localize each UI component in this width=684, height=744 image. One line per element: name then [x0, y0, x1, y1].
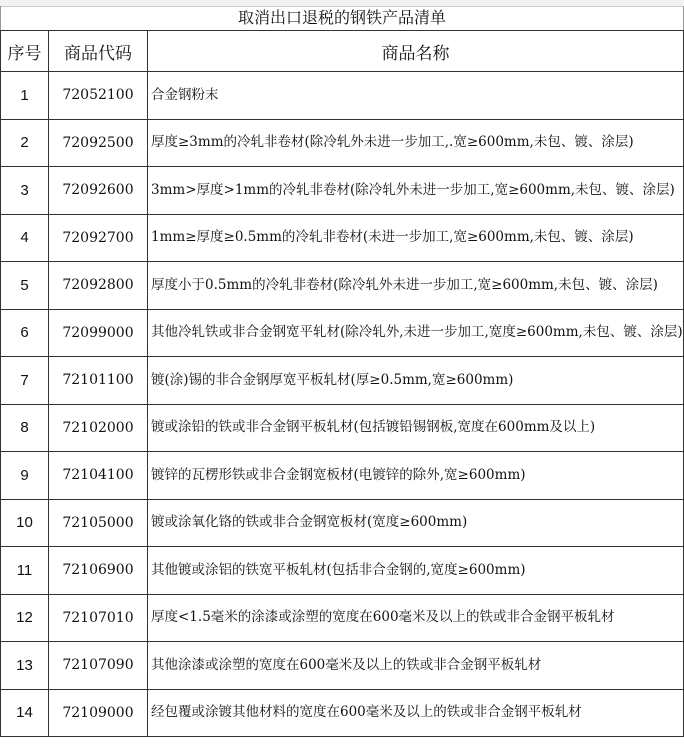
row-number: 13: [1, 642, 49, 690]
table-row: [1, 689, 684, 737]
row-number: 9: [1, 452, 49, 500]
product-name: 厚度<1.5毫米的涂漆或涂塑的宽度在600毫米及以上的铁或非合金钢平板轧材: [148, 594, 684, 642]
row-number: 8: [1, 404, 49, 452]
row-number: 12: [1, 594, 49, 642]
product-name: 3mm>厚度>1mm的冷轧非卷材(除冷轧外未进一步加工,宽≥600mm,未包、镀、涂层): [148, 167, 684, 215]
product-name: 经包覆或涂镀其他材料的宽度在600毫米及以上的铁或非合金钢平板轧材: [148, 689, 684, 737]
product-code: 72101100: [49, 357, 148, 405]
row-number: 3: [1, 167, 49, 215]
row-number: 6: [1, 309, 49, 357]
row-number: 10: [1, 499, 49, 547]
table-row: [1, 167, 684, 215]
row-number: 11: [1, 547, 49, 595]
product-code: 72104100: [49, 452, 148, 500]
header-name: 商品名称: [148, 31, 684, 72]
header-row: [1, 31, 684, 72]
table-row: [1, 214, 684, 262]
product-name: 镀锌的瓦楞形铁或非合金钢宽板材(电镀锌的除外,宽≥600mm): [148, 452, 684, 500]
product-code: 72109000: [49, 689, 148, 737]
table-row: [1, 642, 684, 690]
row-number: 14: [1, 689, 49, 737]
product-name: 镀或涂铅的铁或非合金钢平板轧材(包括镀铅锡钢板,宽度在600mm及以上): [148, 404, 684, 452]
table-row: [1, 72, 684, 120]
row-number: 2: [1, 119, 49, 167]
product-name: 其他涂漆或涂塑的宽度在600毫米及以上的铁或非合金钢平板轧材: [148, 642, 684, 690]
table-row: [1, 499, 684, 547]
row-number: 1: [1, 72, 49, 120]
product-code: 72106900: [49, 547, 148, 595]
header-no: 序号: [1, 31, 49, 72]
table-row: [1, 547, 684, 595]
product-name: 镀(涂)锡的非合金钢厚宽平板轧材(厚≥0.5mm,宽≥600mm): [148, 357, 684, 405]
product-name: 合金钢粉末: [148, 72, 684, 120]
product-name: 镀或涂氧化铬的铁或非合金钢宽板材(宽度≥600mm): [148, 499, 684, 547]
product-code: 72105000: [49, 499, 148, 547]
header-code: 商品代码: [49, 31, 148, 72]
product-code: 72092500: [49, 119, 148, 167]
product-name: 其他冷轧铁或非合金钢宽平轧材(除冷轧外,未进一步加工,宽度≥600mm,未包、镀、涂层): [148, 309, 684, 357]
table-row: [1, 119, 684, 167]
table-row: [1, 262, 684, 310]
product-code: 72102000: [49, 404, 148, 452]
table-row: [1, 452, 684, 500]
product-code: 72107010: [49, 594, 148, 642]
page-title: 取消出口退税的钢铁产品清单: [0, 6, 684, 30]
product-name: 厚度≥3mm的冷轧非卷材(除冷轧外未进一步加工,.宽≥600mm,未包、镀、涂层): [148, 119, 684, 167]
row-number: 5: [1, 262, 49, 310]
product-code: 72092800: [49, 262, 148, 310]
table-row: [1, 594, 684, 642]
row-number: 4: [1, 214, 49, 262]
product-name: 厚度小于0.5mm的冷轧非卷材(除冷轧外未进一步加工,宽≥600mm,未包、镀、涂层): [148, 262, 684, 310]
product-code: 72092700: [49, 214, 148, 262]
product-name: 1mm≥厚度≥0.5mm的冷轧非卷材(未进一步加工,宽≥600mm,未包、镀、涂层): [148, 214, 684, 262]
table-row: [1, 404, 684, 452]
product-name: 其他镀或涂铝的铁宽平板轧材(包括非合金钢的,宽度≥600mm): [148, 547, 684, 595]
product-code: 72092600: [49, 167, 148, 215]
row-number: 7: [1, 357, 49, 405]
table-row: [1, 357, 684, 405]
product-code: 72052100: [49, 72, 148, 120]
table-row: [1, 309, 684, 357]
product-code: 72099000: [49, 309, 148, 357]
product-code: 72107090: [49, 642, 148, 690]
product-table: [0, 30, 684, 737]
